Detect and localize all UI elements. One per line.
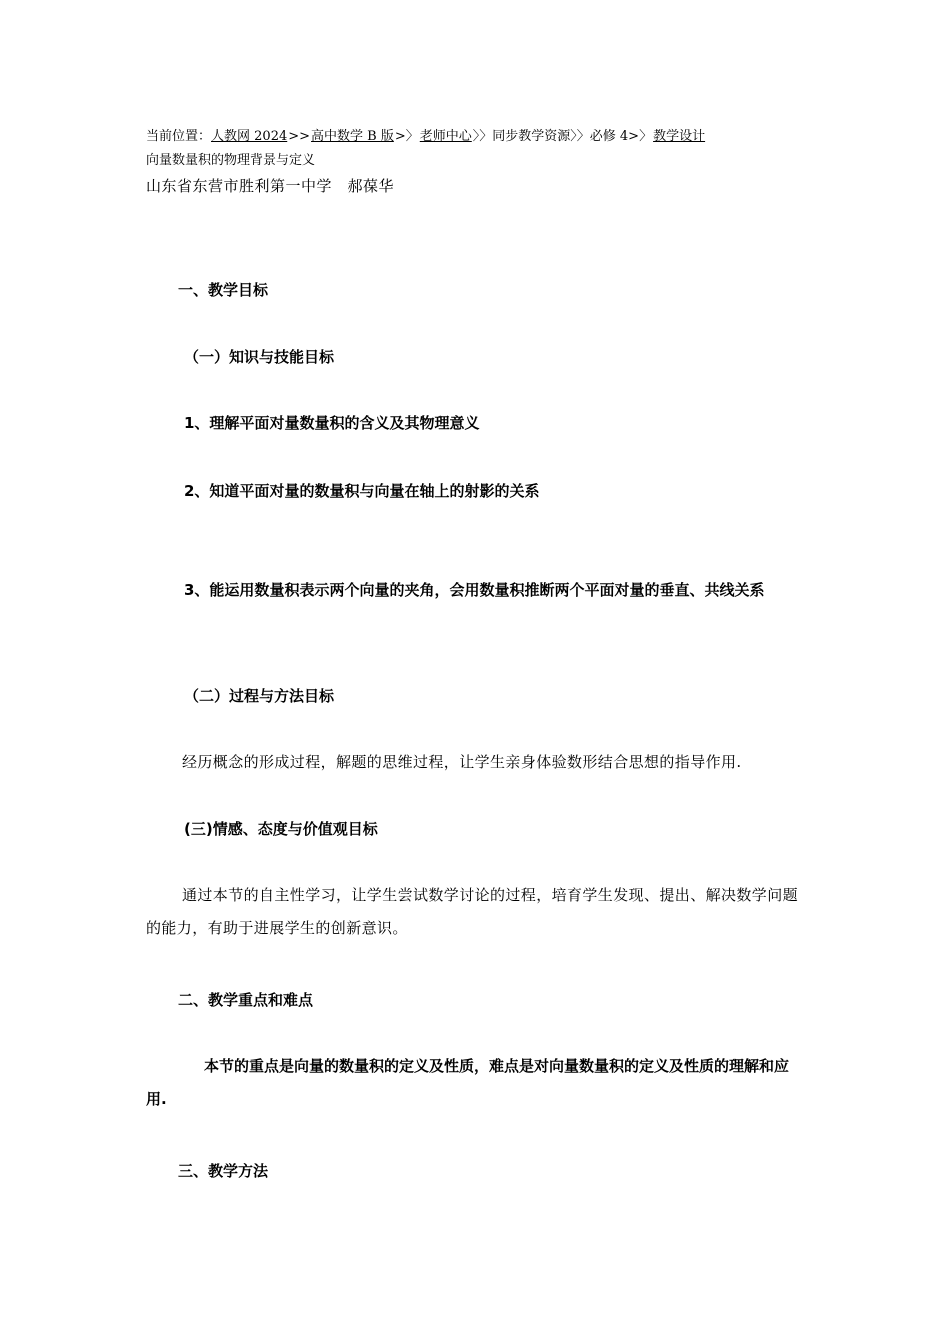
process-method-text: 经历概念的形成过程，解题的思维过程，让学生亲身体验数形结合思想的指导作用. <box>182 753 742 771</box>
breadcrumb-separator: 〉〉同步教学资源〉〉必修 4>〉 <box>472 129 653 144</box>
breadcrumb-link-teaching-design[interactable]: 教学设计 <box>653 129 706 144</box>
breadcrumb-link-pep[interactable]: 人教网 2024 <box>211 129 288 144</box>
objective-item-2: 2、知道平面对量的数量积与向量在轴上的射影的关系 <box>184 482 540 500</box>
breadcrumb-separator: >〉 <box>394 129 419 144</box>
section-1-heading: 一、教学目标 <box>178 281 269 299</box>
objective-item-1: 1、理解平面对量数量积的含义及其物理意义 <box>184 414 480 432</box>
objective-item-3: 3、能运用数量积表示两个向量的夹角，会用数量积推断两个平面对量的垂直、共线关系 <box>184 581 765 599</box>
breadcrumb <box>146 128 705 146</box>
breadcrumb-prefix: 当前位置： <box>146 129 212 144</box>
attitude-values-text: 通过本节的自主性学习，让学生尝试数学讨论的过程，培育学生发现、提出、解决数学问题的能力，有助于进展学生的创新意识。 <box>146 886 799 937</box>
section-1-1-heading: （一）知识与技能目标 <box>184 348 335 366</box>
section-3-heading: 三、教学方法 <box>178 1162 269 1180</box>
key-points-text: 本节的重点是向量的数量积的定义及性质，难点是对向量数量积的定义及性质的理解和应用. <box>146 1057 790 1108</box>
author-line: 山东省东营市胜利第一中学 郝葆华 <box>146 177 395 195</box>
section-2-heading: 二、教学重点和难点 <box>178 991 314 1009</box>
breadcrumb-link-teacher-center[interactable]: 老师中心 <box>419 129 472 144</box>
section-1-2-heading: （二）过程与方法目标 <box>184 687 335 705</box>
breadcrumb-link-math-b[interactable]: 高中数学 B 版 <box>311 129 394 144</box>
breadcrumb-separator: >> <box>288 129 311 144</box>
section-1-3-heading: (三)情感、态度与价值观目标 <box>184 820 378 838</box>
page-subtitle: 向量数量积的物理背景与定义 <box>146 153 316 168</box>
